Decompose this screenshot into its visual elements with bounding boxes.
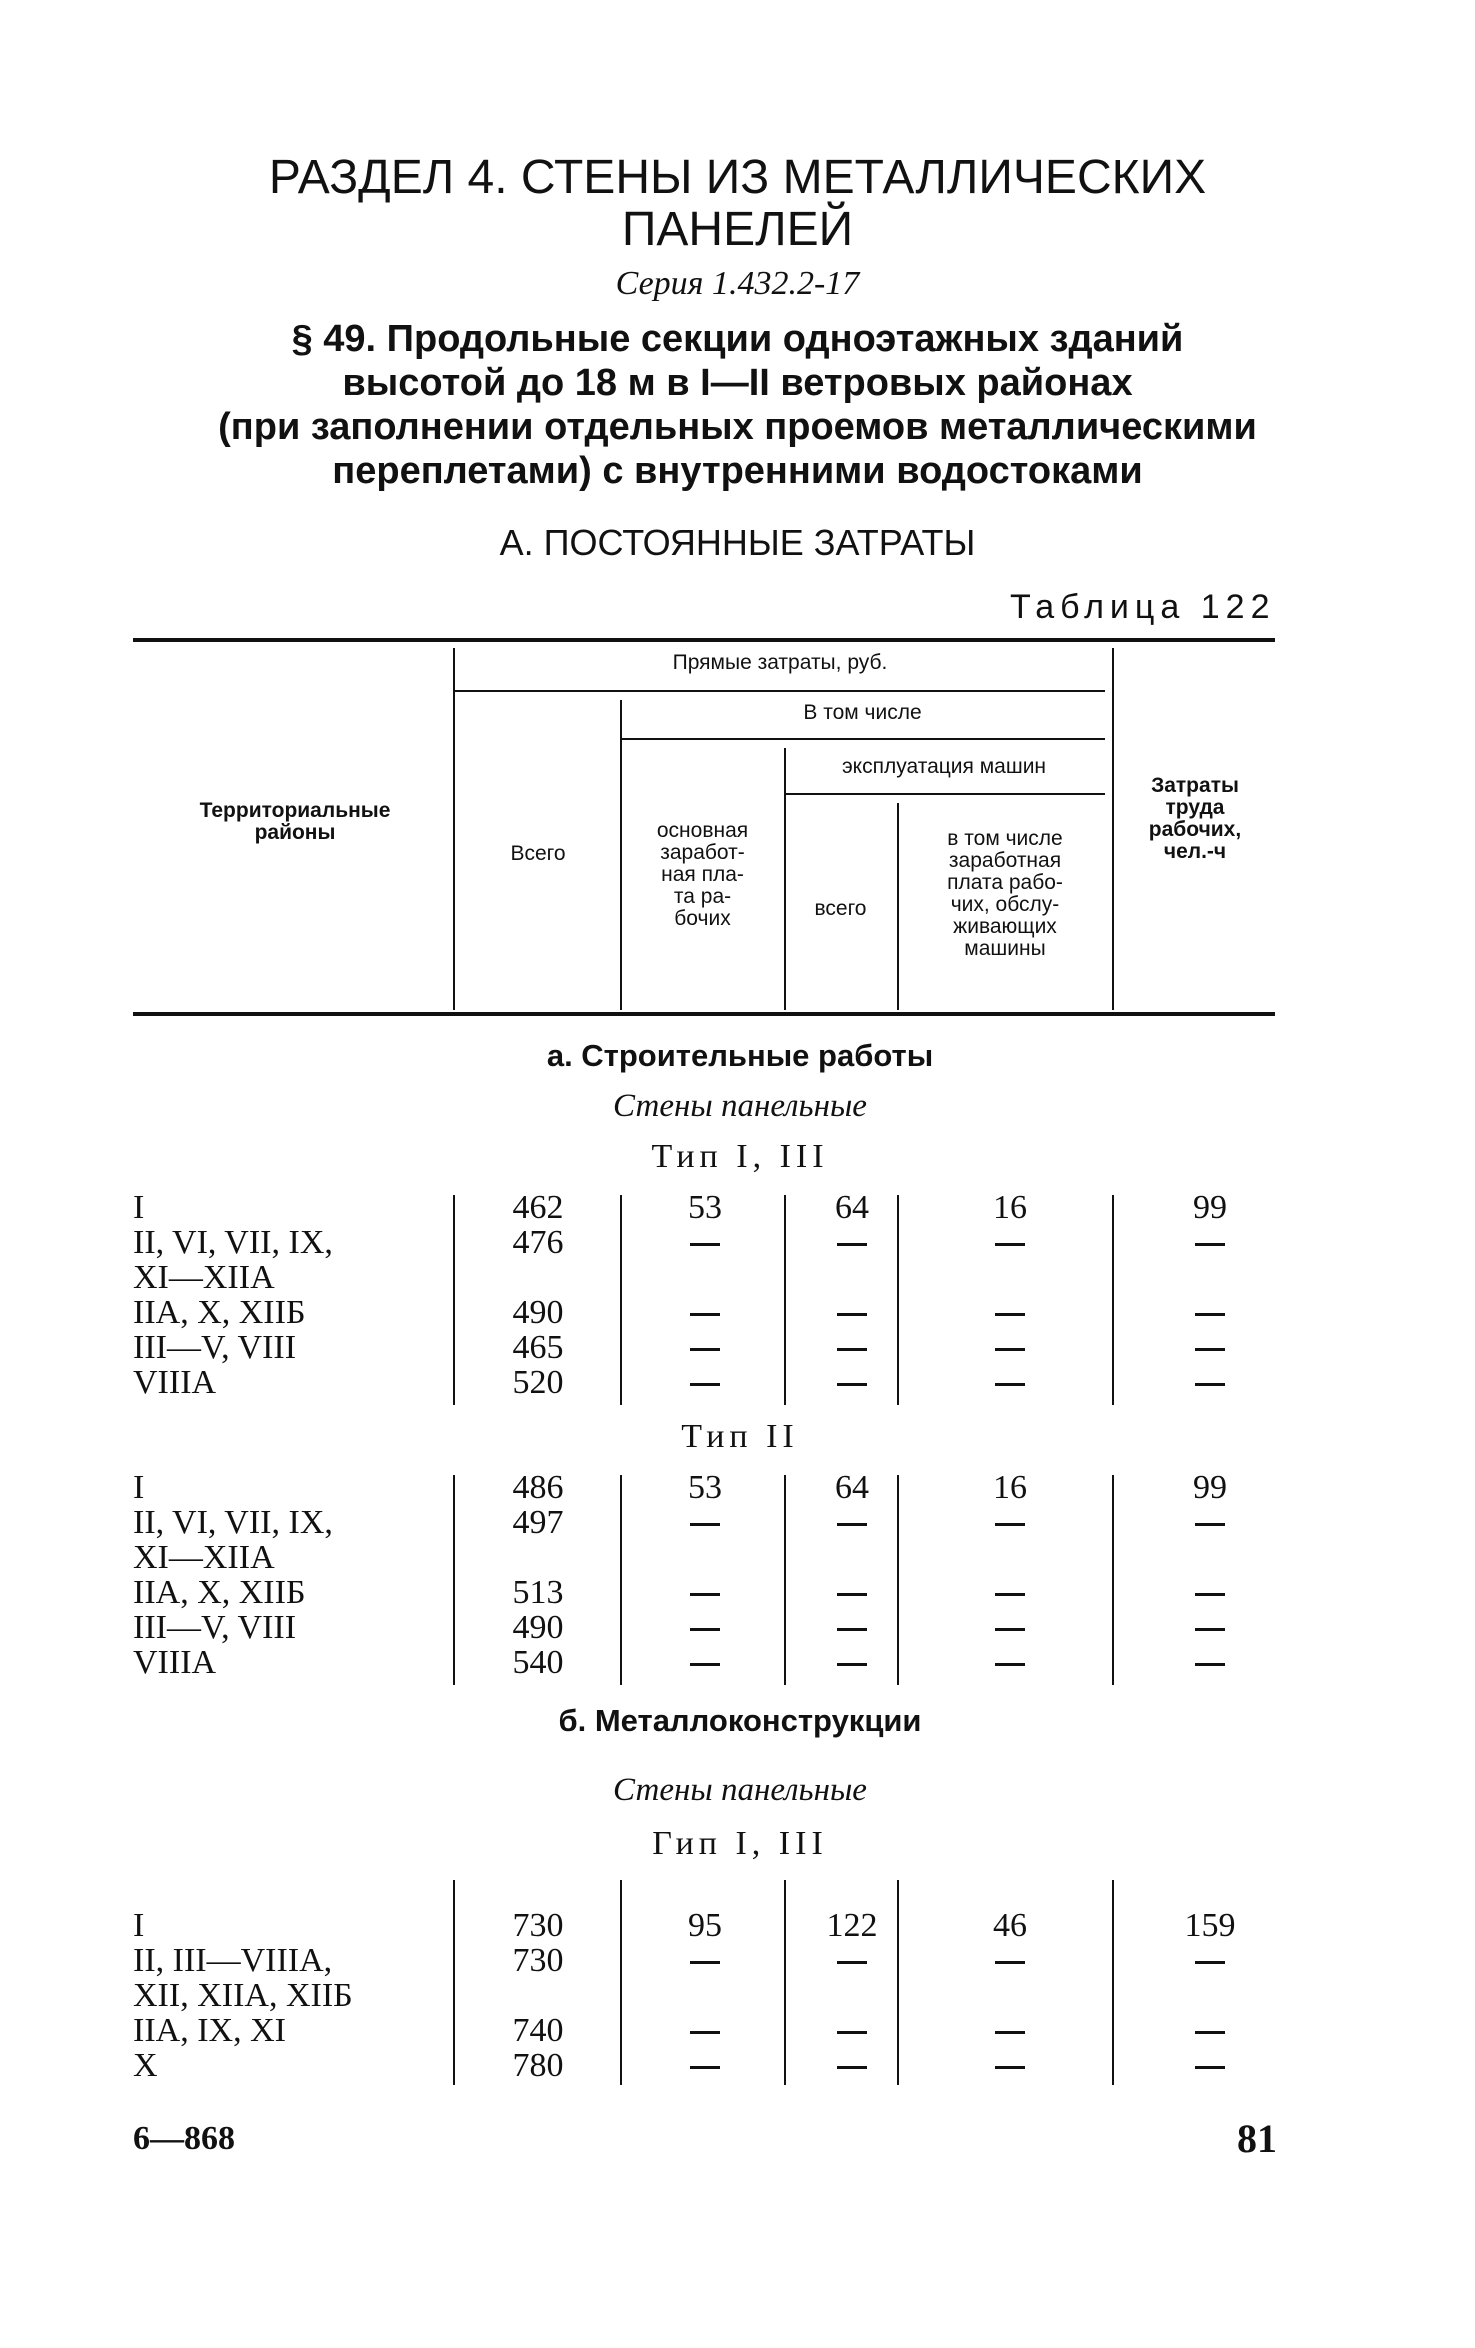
- table-vline: [784, 1195, 786, 1405]
- value-cell-base: 53: [688, 1189, 722, 1226]
- value-cell-total: 476: [512, 1224, 564, 1261]
- dash-mark: [837, 1961, 867, 1964]
- header-vline: [453, 648, 455, 1010]
- dash-mark: [837, 1593, 867, 1596]
- section-a-type1: Тип I, III: [651, 1138, 829, 1175]
- section-b-type1: Гип I, III: [652, 1825, 828, 1862]
- dash-mark: [690, 1961, 720, 1964]
- value-cell-total: 465: [512, 1329, 564, 1366]
- value-cell-base: 95: [688, 1907, 722, 1944]
- value-cell-total: 490: [512, 1609, 564, 1646]
- table-vline: [620, 1475, 622, 1685]
- dash-mark: [837, 1243, 867, 1246]
- header-rule: [622, 738, 1105, 740]
- dash-mark: [690, 2066, 720, 2069]
- region-cell: IIA, IX, XI: [133, 2012, 286, 2049]
- value-cell-total: 490: [512, 1294, 564, 1331]
- region-cell: III—V, VIII: [133, 1609, 297, 1646]
- value-cell-total: 540: [512, 1644, 564, 1681]
- value-cell-labor: 99: [1193, 1469, 1227, 1506]
- region-cell-continued: XI—XIIA: [133, 1539, 275, 1576]
- dash-mark: [690, 1628, 720, 1631]
- page-number: 81: [1237, 2116, 1277, 2161]
- dash-mark: [690, 1663, 720, 1666]
- region-cell: II, VI, VII, IX,: [133, 1504, 333, 1541]
- header-direct-costs: Прямые затраты, руб.: [672, 651, 888, 674]
- table-vline: [1112, 1475, 1114, 1685]
- value-cell-total: 520: [512, 1364, 564, 1401]
- dash-mark: [837, 1628, 867, 1631]
- value-cell-mwage: 16: [993, 1189, 1027, 1226]
- dash-mark: [995, 1348, 1025, 1351]
- dash-mark: [995, 1961, 1025, 1964]
- value-cell-total: 730: [512, 1907, 564, 1944]
- value-cell-mach: 64: [835, 1469, 869, 1506]
- dash-mark: [995, 2066, 1025, 2069]
- dash-mark: [837, 2031, 867, 2034]
- value-cell-base: 53: [688, 1469, 722, 1506]
- dash-mark: [995, 1243, 1025, 1246]
- table-vline: [453, 1880, 455, 2085]
- header-machine-total: всего: [814, 897, 867, 920]
- dash-mark: [995, 2031, 1025, 2034]
- dash-mark: [1195, 1383, 1225, 1386]
- value-cell-mach: 64: [835, 1189, 869, 1226]
- table-label: Таблица 122: [1010, 588, 1276, 626]
- dash-mark: [690, 1243, 720, 1246]
- paragraph-line: высотой до 18 м в I—II ветровых районах: [342, 362, 1133, 404]
- table-vline: [784, 1880, 786, 2085]
- dash-mark: [995, 1523, 1025, 1526]
- value-cell-total: 497: [512, 1504, 564, 1541]
- region-cell: I: [133, 1907, 145, 1944]
- region-cell-continued: XII, XIIA, XIIБ: [133, 1977, 353, 2014]
- dash-mark: [690, 1523, 720, 1526]
- value-cell-total: 486: [512, 1469, 564, 1506]
- header-machine-wage: в том числе заработная плата рабо- чих, обслу- живающих машины: [947, 827, 1063, 960]
- section-a-title: а. Строительные работы: [546, 1038, 934, 1073]
- value-cell-labor: 99: [1193, 1189, 1227, 1226]
- header-total: Всего: [510, 842, 566, 865]
- section-title-line1: РАЗДЕЛ 4. СТЕНЫ ИЗ МЕТАЛЛИЧЕСКИХ: [268, 151, 1207, 204]
- dash-mark: [837, 1348, 867, 1351]
- region-cell: III—V, VIII: [133, 1329, 297, 1366]
- value-cell-total: 513: [512, 1574, 564, 1611]
- dash-mark: [837, 1383, 867, 1386]
- dash-mark: [837, 2066, 867, 2069]
- table-vline: [897, 1475, 899, 1685]
- value-cell-mwage: 16: [993, 1469, 1027, 1506]
- section-a-subtitle: Стены панельные: [613, 1088, 867, 1124]
- dash-mark: [690, 1383, 720, 1386]
- dash-mark: [995, 1628, 1025, 1631]
- table-vline: [784, 1475, 786, 1685]
- dash-mark: [1195, 1313, 1225, 1316]
- dash-mark: [1195, 1243, 1225, 1246]
- header-vline: [897, 803, 899, 1010]
- value-cell-total: 462: [512, 1189, 564, 1226]
- region-cell-continued: XI—XIIA: [133, 1259, 275, 1296]
- value-cell-mach: 122: [826, 1907, 878, 1944]
- dash-mark: [690, 2031, 720, 2034]
- value-cell-mwage: 46: [993, 1907, 1027, 1944]
- dash-mark: [1195, 1961, 1225, 1964]
- dash-mark: [837, 1663, 867, 1666]
- table-top-rule: [133, 638, 1275, 642]
- dash-mark: [690, 1348, 720, 1351]
- header-vline: [784, 748, 786, 1010]
- region-cell: X: [133, 2047, 158, 2084]
- region-cell: II, III—VIIIA,: [133, 1942, 333, 1979]
- dash-mark: [690, 1593, 720, 1596]
- table-vline: [620, 1880, 622, 2085]
- dash-mark: [690, 1313, 720, 1316]
- header-including: В том числе: [803, 701, 922, 724]
- value-cell-labor: 159: [1184, 1907, 1236, 1944]
- dash-mark: [837, 1313, 867, 1316]
- dash-mark: [995, 1663, 1025, 1666]
- table-vline: [1112, 1880, 1114, 2085]
- header-rule: [786, 793, 1105, 795]
- footer-code: 6—868: [133, 2120, 235, 2157]
- section-a-type2: Тип II: [681, 1418, 799, 1455]
- region-cell: I: [133, 1469, 145, 1506]
- dash-mark: [1195, 2066, 1225, 2069]
- header-base-wage: основная заработ- ная пла- та ра- бочих: [656, 819, 749, 930]
- dash-mark: [995, 1313, 1025, 1316]
- value-cell-total: 740: [512, 2012, 564, 2049]
- table-vline: [453, 1195, 455, 1405]
- region-cell: IIA, X, XIIБ: [133, 1574, 306, 1611]
- table-vline: [453, 1475, 455, 1685]
- region-cell: II, VI, VII, IX,: [133, 1224, 333, 1261]
- dash-mark: [995, 1593, 1025, 1596]
- section-b-subtitle: Стены панельные: [613, 1772, 867, 1808]
- region-cell: VIIIA: [133, 1644, 217, 1681]
- header-vline: [1112, 648, 1114, 1010]
- paragraph-line: § 49. Продольные секции одноэтажных зданий: [291, 318, 1184, 360]
- dash-mark: [1195, 1628, 1225, 1631]
- region-cell: VIIIA: [133, 1364, 217, 1401]
- region-cell: IIA, X, XIIБ: [133, 1294, 306, 1331]
- dash-mark: [837, 1523, 867, 1526]
- header-rule: [455, 690, 1105, 692]
- dash-mark: [1195, 1523, 1225, 1526]
- header-regions: Территориальные районы: [199, 799, 391, 844]
- table-vline: [897, 1195, 899, 1405]
- value-cell-total: 730: [512, 1942, 564, 1979]
- dash-mark: [1195, 1593, 1225, 1596]
- paragraph-line: переплетами) с внутренними водостоками: [332, 450, 1143, 492]
- header-machines: эксплуатация машин: [841, 755, 1047, 778]
- table-vline: [1112, 1195, 1114, 1405]
- header-labor: Затраты труда рабочих, чел.-ч: [1148, 774, 1242, 863]
- section-b-title: б. Металлоконструкции: [558, 1703, 922, 1738]
- region-cell: I: [133, 1189, 145, 1226]
- table-header-bottom-rule: [133, 1012, 1275, 1016]
- dash-mark: [995, 1383, 1025, 1386]
- dash-mark: [1195, 1348, 1225, 1351]
- paragraph-line: (при заполнении отдельных проемов металлическими: [218, 406, 1257, 448]
- section-title-line2: ПАНЕЛЕЙ: [621, 203, 854, 256]
- subtitle: А. ПОСТОЯННЫЕ ЗАТРАТЫ: [499, 522, 976, 563]
- table-vline: [620, 1195, 622, 1405]
- header-vline: [620, 700, 622, 1010]
- series-label: Серия 1.432.2-17: [615, 265, 860, 302]
- dash-mark: [1195, 1663, 1225, 1666]
- value-cell-total: 780: [512, 2047, 564, 2084]
- dash-mark: [1195, 2031, 1225, 2034]
